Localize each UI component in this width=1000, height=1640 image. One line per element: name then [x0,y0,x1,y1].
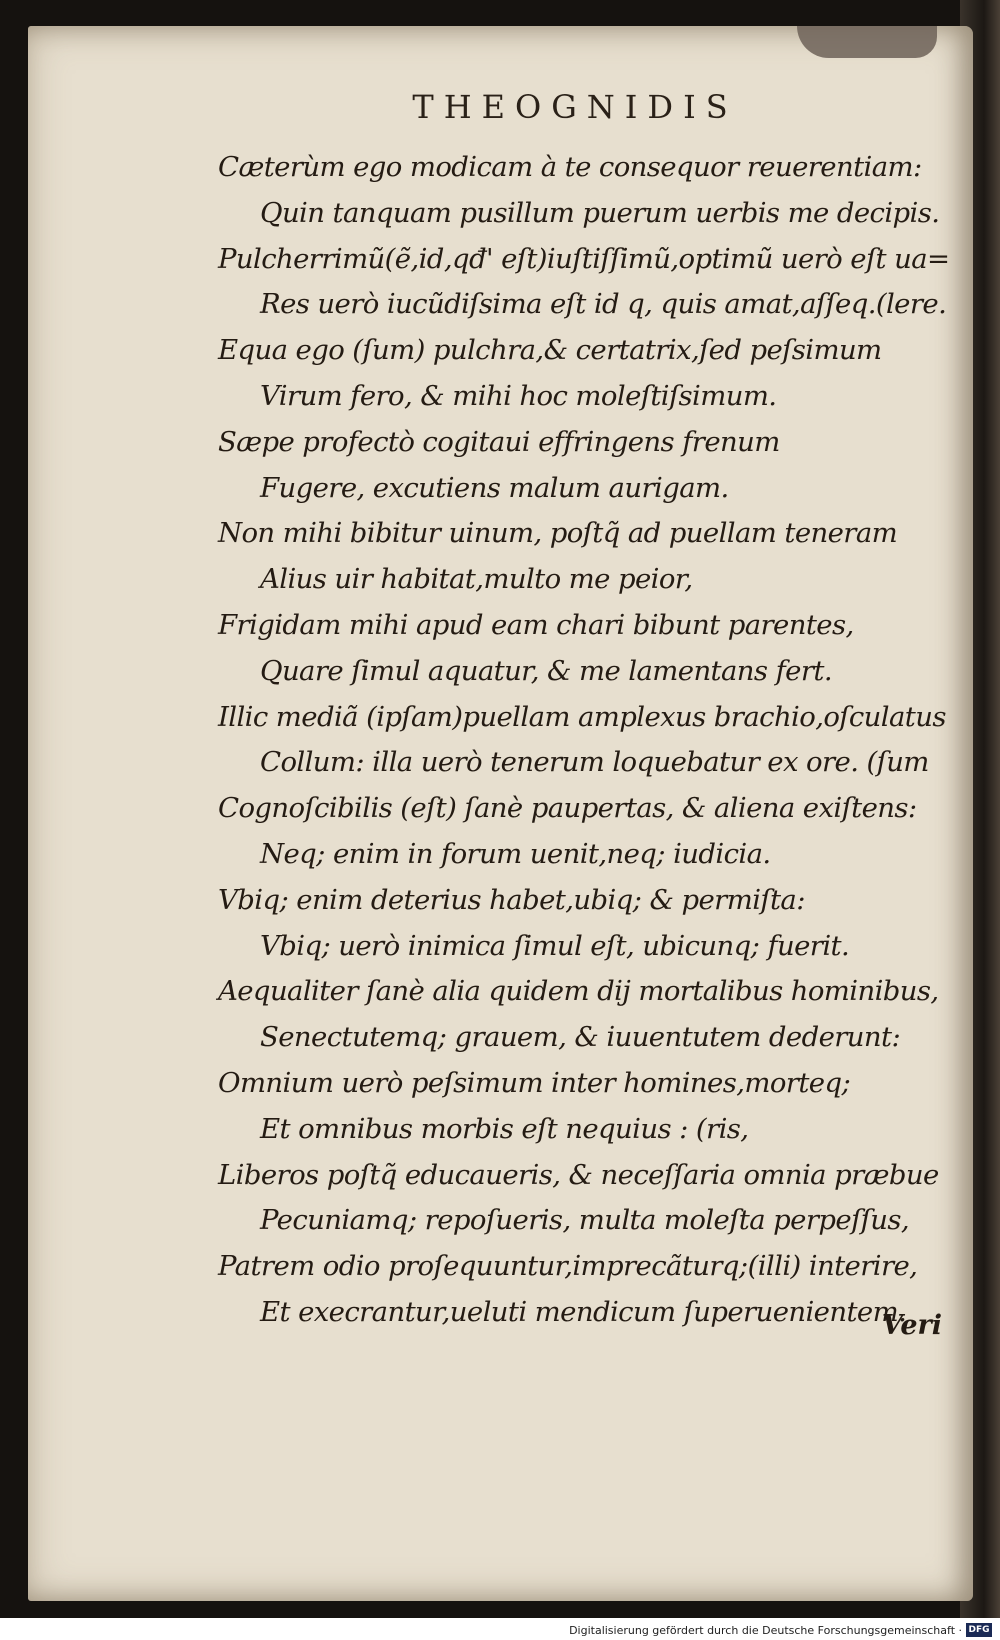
verse-line: Pecuniamq; repoſueris, multa moleſta perpeſſus, [260,1204,909,1237]
verse-line: Non mihi bibitur uinum, poſtq̃ ad puellam teneram [218,517,898,550]
verse-line: Fugere, excutiens malum aurigam. [260,471,729,504]
verse-line: Sæpe profectò cogitaui effringens frenum [218,425,780,458]
verse-line: Virum fero, & mihi hoc moleſtiſsimum. [260,379,777,412]
running-head: THEOGNIDIS [412,88,738,126]
verse-line: Frigidam mihi apud eam chari bibunt parentes, [218,608,854,641]
verse-line: Et execrantur,ueluti mendicum ſuperuenientem. [260,1295,907,1328]
footer-credit: Digitalisierung gefördert durch die Deutsche Forschungsgemeinschaft · [569,1624,962,1637]
dfg-logo-icon: DFG [966,1623,992,1637]
catchword: Veri [881,1310,942,1341]
verse-block [218,145,958,1336]
verse-line: Pulcherrimũ(ẽ,id,qđ' eſt)iuſtiſſimũ,optimũ uerò eſt ua= [218,242,950,275]
verse-line: Equa ego (ſum) pulchra,& certatrix,ſed peſsimum [218,334,882,367]
verse-line: Et omnibus morbis eſt nequius : (ris, [260,1112,749,1145]
verse-line: Collum: illa uerò tenerum loquebatur ex ore. (ſum [260,746,929,779]
verse-line: Aequaliter ſanè alia quidem dij mortalibus hominibus, [218,975,939,1008]
verse-line: Vbiq; enim deterius habet,ubiq; & permiſta: [218,883,805,916]
verse-line: Cæterùm ego modicam à te consequor reuerentiam: [218,151,922,183]
verse-line: Illic mediã (ipſam)puellam amplexus brachio,oſculatus [218,700,946,733]
verse-line: Quare ſimul aquatur, & me lamentans fert. [260,654,832,687]
verse-line: Quin tanquam pusillum puerum uerbis me decipis. [260,196,940,229]
verse-line: Cognoſcibilis (eſt) ſanè paupertas, & aliena exiſtens: [218,792,917,825]
footer-bar [0,1618,1000,1640]
page-stain [797,26,937,58]
verse-line: Liberos poſtq̃ educaueris, & neceſſaria omnia præbue [218,1158,939,1191]
verse-line: Patrem odio proſequuntur,imprecãturq;(illi) interire, [218,1250,918,1283]
verse-line: Omnium uerò peſsimum inter homines,morteq; [218,1066,851,1099]
verse-line: Vbiq; uerò inimica ſimul eſt, ubicunq; fuerit. [260,929,850,962]
verse-line: Senectutemq; grauem, & iuuentutem dederunt: [260,1021,901,1054]
verse-line: Alius uir habitat,multo me peior, [260,563,693,596]
verse-line: Res uerò iucũdiſsima eſt id q, quis amat,aſſeq.(lere. [260,288,947,321]
verse-line: Neq; enim in forum uenit,neq; iudicia. [260,837,771,870]
